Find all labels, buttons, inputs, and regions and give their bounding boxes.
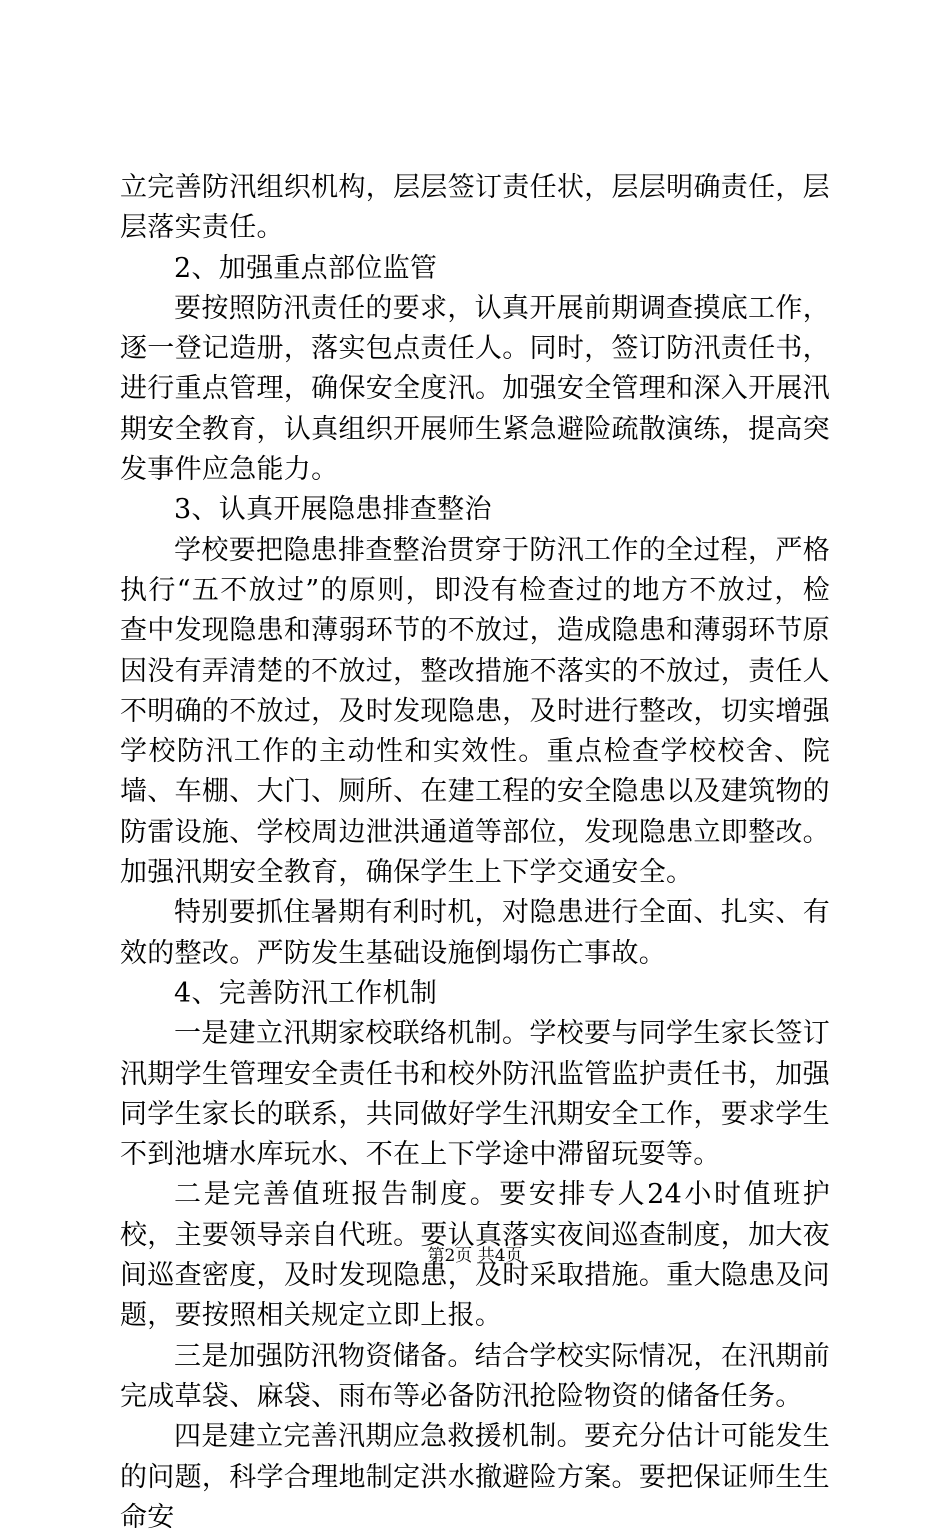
paragraph-2: 要按照防汛责任的要求，认真开展前期调查摸底工作，逐一登记造册，落实包点责任人。同时，签订防汛责任书，进行重点管理，确保安全度汛。加强安全管理和深入开展汛期安全教育，认真组织开展师生紧急避险疏散演练，提高突发事件应急能力。 xyxy=(120,292,830,486)
page-footer: 第2页 共4页 xyxy=(427,1246,523,1266)
paragraph-1: 立完善防汛组织机构，层层签订责任状，层层明确责任，层层落实责任。 xyxy=(120,172,830,244)
paragraph-5: 一是建立汛期家校联络机制。学校要与同学生家长签订汛期学生管理安全责任书和校外防汛监管监护责任书，加强同学生家长的联系，共同做好学生汛期安全工作，要求学生不到池塘水库玩水、不在上下学途中滞留玩耍等。 xyxy=(120,1018,830,1171)
paragraph-7: 三是加强防汛物资储备。结合学校实际情况，在汛期前完成草袋、麻袋、雨布等必备防汛抢险物资的储备任务。 xyxy=(120,1340,830,1412)
paragraph-8: 四是建立完善汛期应急救援机制。要充分估计可能发生的问题，科学合理地制定洪水撤避险方案。要把保证师生生命安 xyxy=(120,1421,830,1533)
heading-2: 2、加强重点部位监管 xyxy=(174,252,438,284)
paragraph-4: 特别要抓住暑期有利时机，对隐患进行全面、扎实、有效的整改。严防发生基础设施倒塌伤亡事故。 xyxy=(120,897,830,969)
paragraph-6: 二是完善值班报告制度。要安排专人24小时值班护校，主要领导亲自代班。要认真落实夜间巡查制度，加大夜间巡查密度，及时发现隐患，及时采取措施。重大隐患及问题，要按照相关规定立即上报。 xyxy=(120,1179,830,1332)
paragraph-3: 学校要把隐患排查整治贯穿于防汛工作的全过程，严格执行“五不放过”的原则，即没有检查过的地方不放过，检查中发现隐患和薄弱环节的不放过，造成隐患和薄弱环节原因没有弄清楚的不放过，整改措施不落实的不放过，责任人不明确的不放过，及时发现隐患，及时进行整改，切实增强学校防汛工作的主动性和实效性。重点检查学校校舍、院墙、车棚、大门、厕所、在建工程的安全隐患以及建筑物的防雷设施、学校周边泄洪通道等部位，发现隐患立即整改。加强汛期安全教育，确保学生上下学交通安全。 xyxy=(120,534,830,889)
heading-4: 4、完善防汛工作机制 xyxy=(174,977,438,1009)
heading-3: 3、认真开展隐患排查整治 xyxy=(174,494,492,526)
document-body xyxy=(120,168,830,1538)
